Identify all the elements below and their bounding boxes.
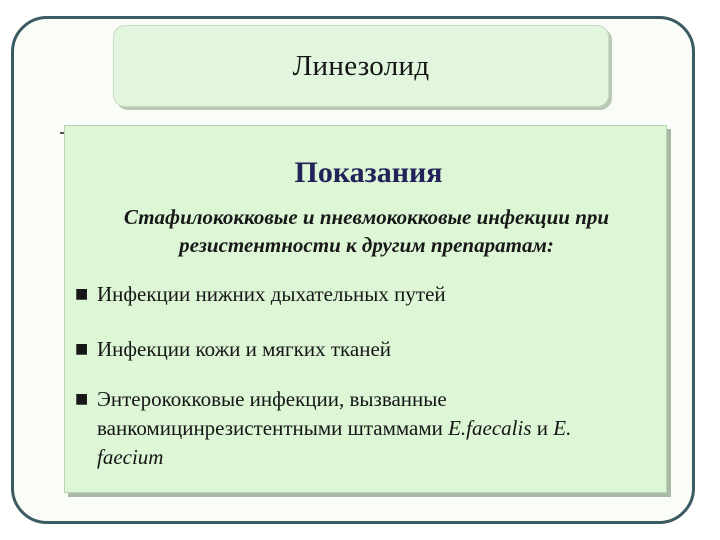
- intro-text: Стафилококковые и пневмококковые инфекции при резистентности к другим препаратам:: [123, 205, 610, 257]
- title-box: [113, 25, 609, 107]
- species-name: E. faecium: [97, 416, 572, 469]
- bullet-text: Инфекции кожи и мягких тканей: [97, 337, 392, 361]
- square-bullet-icon: ■: [75, 286, 89, 302]
- section-heading-text: Показания: [294, 156, 443, 189]
- square-bullet-icon: ■: [75, 341, 89, 357]
- content-box: [64, 125, 667, 493]
- species-name: E.faecalis: [448, 416, 532, 440]
- bullet-text: [97, 385, 635, 472]
- bullet-item: [75, 385, 635, 472]
- bullet-text-main: Энтерококковые инфекции, вызванные ванкомицинрезистентными штаммами: [97, 387, 449, 440]
- square-bullet-icon: ■: [75, 391, 89, 407]
- bullet-item: [75, 280, 635, 309]
- section-heading: [65, 156, 666, 190]
- connector-text: и: [531, 416, 554, 440]
- bullet-item: [75, 335, 635, 364]
- slide-title: Линезолид: [292, 49, 430, 82]
- bullet-text: Инфекции нижних дыхательных путей: [97, 282, 446, 306]
